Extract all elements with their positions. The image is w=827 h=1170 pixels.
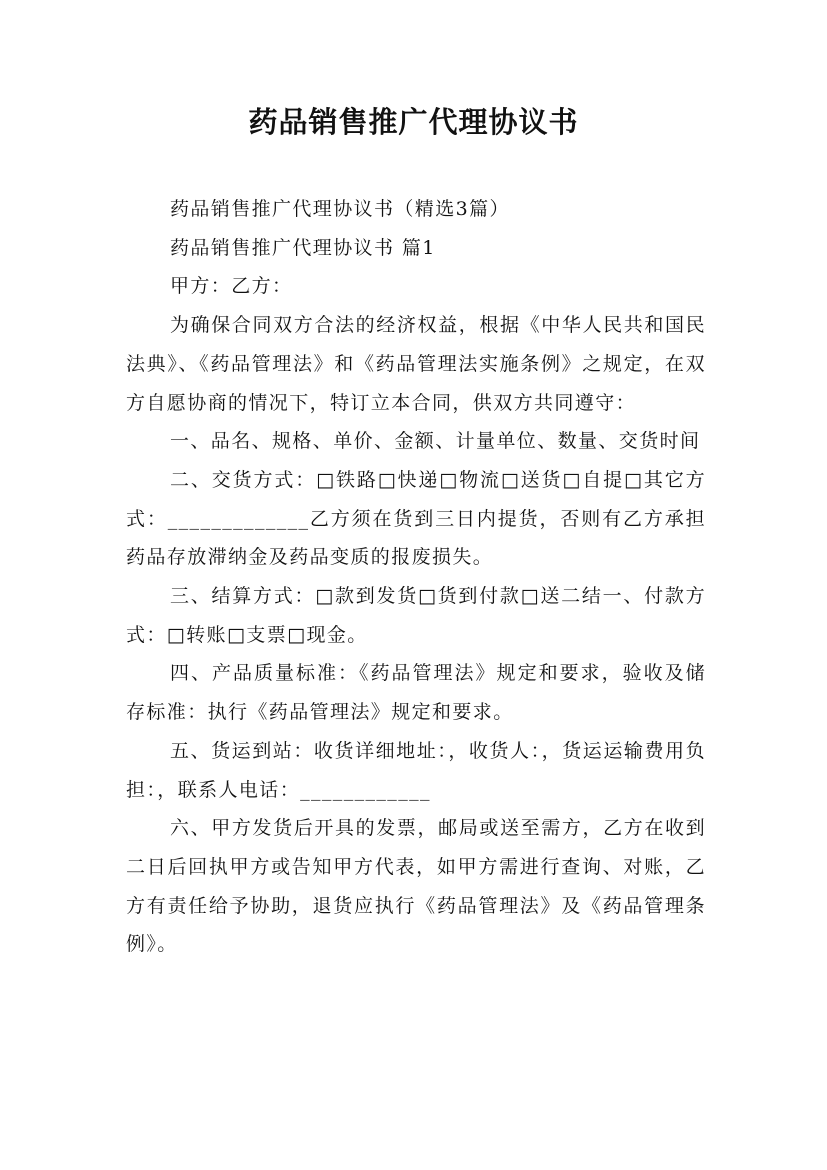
paragraph-preamble: 为确保合同双方合法的经济权益，根据《中华人民共和国民法典》、《药品管理法》和《药品管理法实施条例》之规定，在双方自愿协商的情况下，特订立本合同，供双方共同遵守： bbox=[126, 314, 706, 414]
paragraph-parties: 甲方：乙方： bbox=[170, 275, 293, 298]
clause-5-shipping: 五、货运到站：收货详细地址：，收货人：，货运运输费用负担：，联系人电话：____________ bbox=[126, 739, 706, 801]
clause-4-quality-standard: 四、产品质量标准：《药品管理法》规定和要求，验收及储存标准：执行《药品管理法》规定和要求。 bbox=[126, 662, 706, 724]
paragraph-subtitle: 药品销售推广代理协议书（精选3篇） bbox=[170, 198, 510, 220]
paragraph-section-heading: 药品销售推广代理协议书 篇1 bbox=[170, 236, 436, 259]
clause-1-product-details: 一、品名、规格、单价、金额、计量单位、数量、交货时间 bbox=[170, 430, 701, 453]
document-body bbox=[126, 190, 706, 964]
clause-3-settlement: 三、结算方式：□款到发货□货到付款□送二结一、付款方式：□转账□支票□现金。 bbox=[126, 585, 706, 646]
clause-6-invoice: 六、甲方发货后开具的发票，邮局或送至需方，乙方在收到二日后回执甲方或告知甲方代表，如甲方需进行查询、对账，乙方有责任给予协助，退货应执行《药品管理法》及《药品管理条例》。 bbox=[126, 817, 706, 956]
document-title: 药品销售推广代理协议书 bbox=[248, 105, 579, 139]
clause-2-delivery-method: 二、交货方式：□铁路□快递□物流□送货□自提□其它方式：_____________乙方须在货到三日内提货，否则有乙方承担药品存放滞纳金及药品变质的报废损失。 bbox=[126, 468, 706, 569]
